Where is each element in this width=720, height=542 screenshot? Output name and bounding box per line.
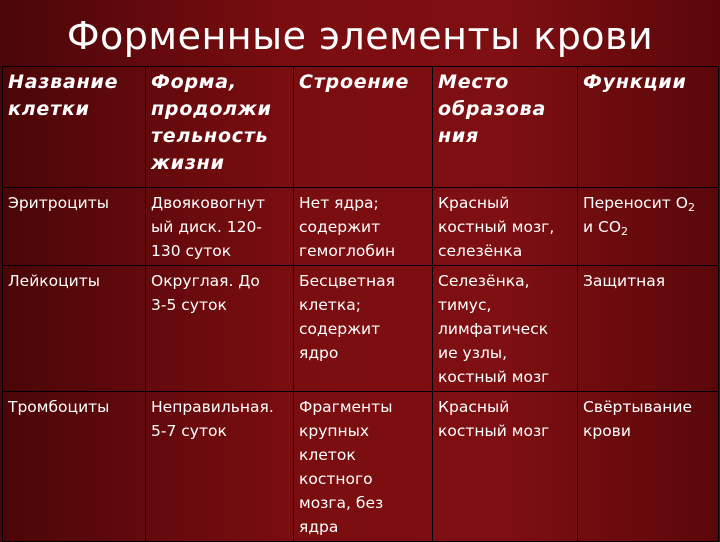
header-cell-origin: Место образова ния (433, 67, 578, 188)
cell-structure: Бесцветная клетка; содержит ядро (294, 266, 433, 392)
cell-origin: Селезёнка, тимус, лимфатическ ие узлы, костный мозг (433, 266, 578, 392)
cell-shape: Двояковогнут ый диск. 120- 130 суток (146, 188, 294, 266)
header-cell-function: Функции (578, 67, 719, 188)
table-row (3, 392, 719, 542)
cell-name: Эритроциты (3, 188, 146, 266)
cell-function (578, 188, 719, 266)
table-row (3, 188, 719, 266)
cell-function: Свёртывание крови (578, 392, 719, 542)
cell-name: Тромбоциты (3, 392, 146, 542)
cell-origin: Красный костный мозг (433, 392, 578, 542)
cell-shape: Округлая. До 3-5 суток (146, 266, 294, 392)
table-row (3, 266, 719, 392)
blood-cells-table (2, 66, 719, 542)
header-cell-shape: Форма, продолжи тельность жизни (146, 67, 294, 188)
cell-structure: Фрагменты крупных клеток костного мозга, без ядра (294, 392, 433, 542)
cell-function: Защитная (578, 266, 719, 392)
function-text: и СО (583, 218, 622, 236)
page-title: Форменные элементы крови (66, 14, 654, 58)
header-cell-name: Название клетки (3, 67, 146, 188)
cell-shape: Неправильная. 5-7 суток (146, 392, 294, 542)
table-header-row (3, 67, 719, 188)
function-text: Переносит О (583, 194, 688, 212)
cell-origin: Красный костный мозг, селезёнка (433, 188, 578, 266)
header-cell-structure: Строение (294, 67, 433, 188)
function-subscript: 2 (621, 225, 629, 238)
cell-structure: Нет ядра; содержит гемоглобин (294, 188, 433, 266)
function-subscript: 2 (687, 201, 695, 214)
cell-name: Лейкоциты (3, 266, 146, 392)
